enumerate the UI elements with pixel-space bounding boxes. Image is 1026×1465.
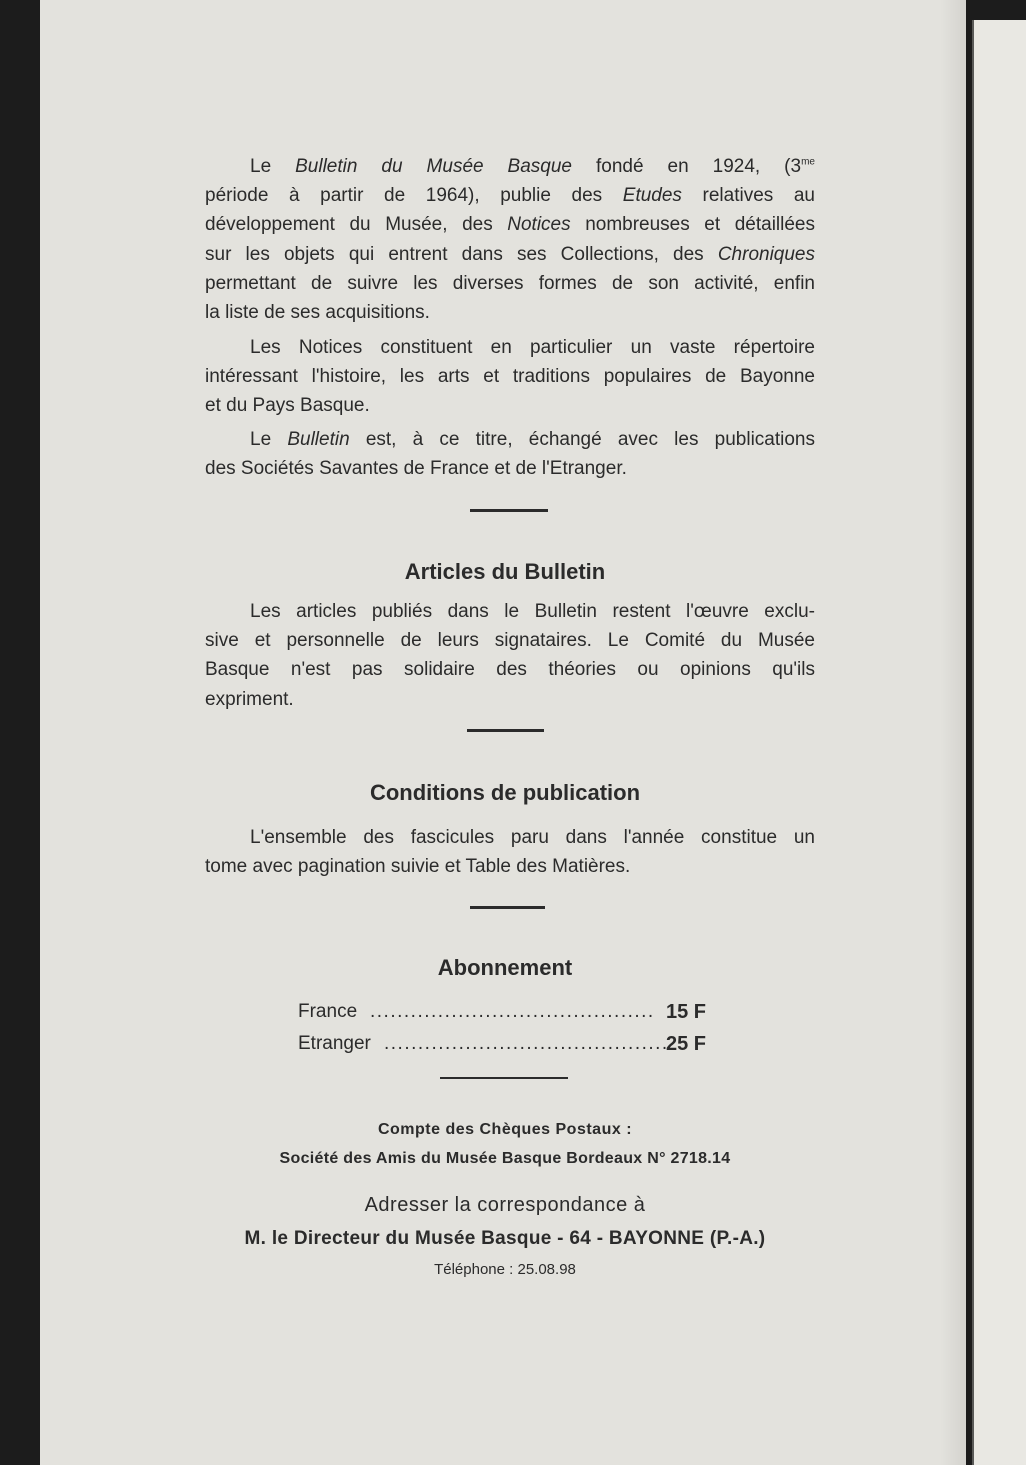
text-run: Basque n'est pas solidaire des théories ou opinions qu'ils [205,659,815,681]
price-label: Etranger [298,1033,371,1054]
text-line [205,629,815,653]
address-intro: Adresser la correspondance à [364,1194,646,1216]
text-run: sive et personnelle de leurs signataires. Le Comité du Musée [205,630,815,652]
text-run: fondé en 1924, (3 [572,156,802,177]
text-line [250,428,815,452]
address: M. le Directeur du Musée Basque - 64 - BAYONNE (P.-A.) [244,1228,766,1249]
heading-conditions: Conditions de publication [369,780,641,805]
text-line [205,855,630,879]
text-line [205,658,815,682]
italic-text: Notices [507,214,571,236]
heading-articles: Articles du Bulletin [404,559,606,584]
text-run: sur les objets qui entrent dans ses Collections, des [205,243,718,265]
text-line [205,243,815,267]
text-run: Les articles publiés dans le Bulletin restent l'œuvre exclu- [250,601,815,622]
text-run: Les Notices constituent en particulier un vaste répertoire [250,337,815,358]
text-line [250,336,815,360]
text-run: période à partir de 1964), publie des [205,185,623,207]
text-line [205,272,815,296]
text-run: intéressant l'histoire, les arts et traditions populaires de Bayonne [205,366,815,388]
text-line [205,184,815,208]
price-value: 25 F [666,1033,707,1055]
leader-dots: .......................................... [370,1001,655,1022]
text-run: Le [250,429,288,450]
text-run: des Sociétés Savantes de France et de l'Etranger. [205,458,627,480]
text-run: L'ensemble des fascicules paru dans l'année constitue un [250,827,815,848]
text-line [205,394,370,418]
text-run: permettant de suivre les diverses formes de son activité, enfin [205,272,815,294]
price-value: 15 F [666,1001,707,1023]
text-run: relatives au [681,185,815,207]
divider [470,509,548,512]
text-line [205,457,627,481]
text-run: est, à ce titre, échangé avec les publications [349,429,815,450]
text-line [205,301,430,325]
italic-text: Bulletin du Musée Basque [295,156,573,177]
text-line [205,365,815,389]
text-run: me [801,156,815,168]
text-run: expriment. [205,688,294,710]
text-line [250,155,815,179]
text-run: Le [250,156,296,177]
italic-text: Chroniques [717,243,815,265]
ccp-account: Société des Amis du Musée Basque Bordeaux N° 2718.14 [279,1150,731,1167]
text-run: la liste de ses acquisitions. [205,302,430,323]
heading-abonnement: Abonnement [437,955,573,980]
divider [467,729,544,732]
text-run: nombreuses et détaillées [570,214,815,236]
ccp-title: Compte des Chèques Postaux : [377,1121,633,1138]
phone: Téléphone : 25.08.98 [434,1261,576,1278]
divider [440,1077,568,1079]
text-run: développement du Musée, des [205,214,508,236]
divider [470,906,545,909]
text-run: et du Pays Basque. [205,395,370,417]
text-line [205,213,815,237]
text-line [250,826,815,850]
text-run: tome avec pagination suivie et Table des Matières. [205,856,631,878]
leader-dots: .......................................... [384,1033,669,1054]
text-line [205,688,294,712]
italic-text: Etudes [622,185,682,207]
price-label: France [298,1001,358,1022]
text-line [250,600,815,624]
italic-text: Bulletin [287,429,350,450]
